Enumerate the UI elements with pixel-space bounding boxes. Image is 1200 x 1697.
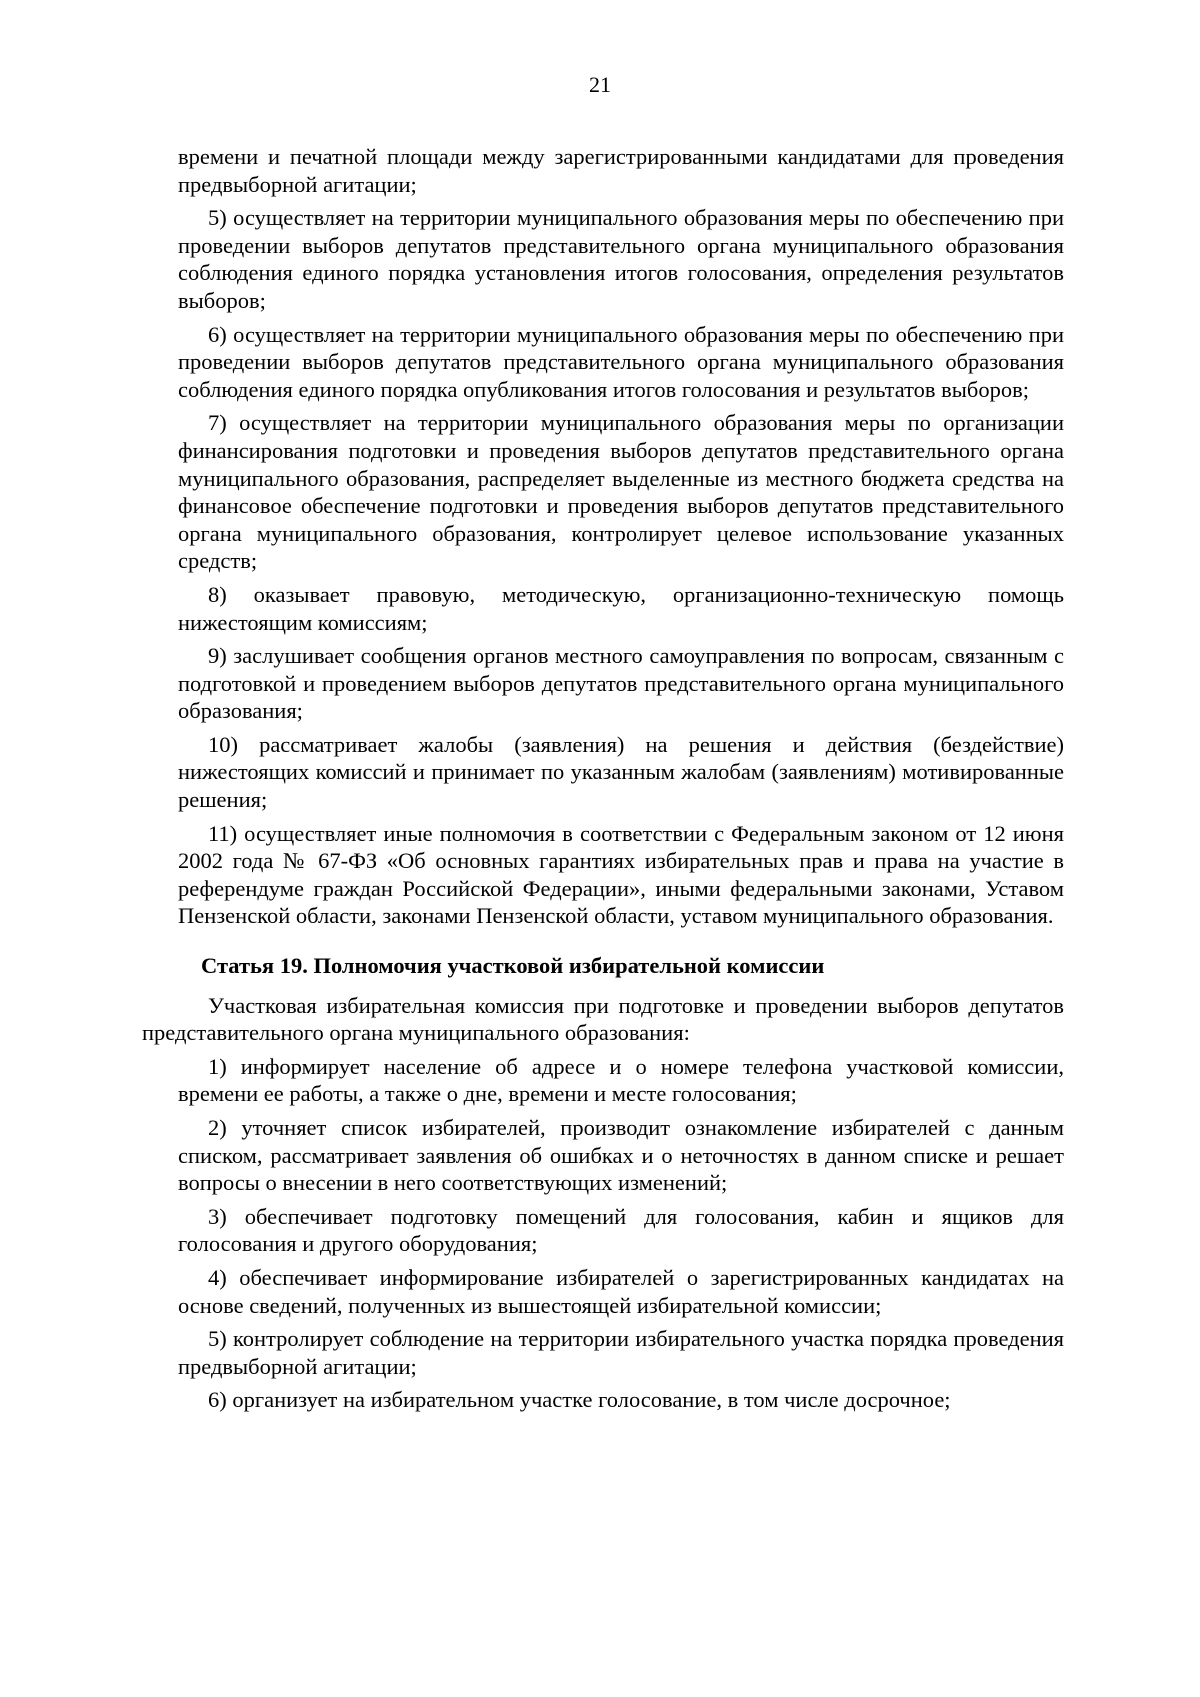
- article-heading: Статья 19. Полномочия участковой избирательной комиссии: [201, 953, 825, 979]
- article-intro: Участковая избирательная комиссия при подготовке и проведении выборов депутатов представительного органа муниципального образования:: [142, 992, 1064, 1046]
- list-item: 5) контролирует соблюдение на территории избирательного участка порядка проведения предвыборной агитации;: [178, 1326, 1064, 1379]
- list-item: 10) рассматривает жалобы (заявления) на решения и действия (бездействие) нижестоящих комиссий и принимает по указанным жалобам (заявлениям) мотивированные решения;: [178, 731, 1064, 813]
- list-item: 7) осуществляет на территории муниципального образования меры по организации финансирования подготовки и проведения выборов депутатов представительного органа муниципального образования, распределяет выделенные из местного бюджета средства на финансовое обеспечение подготовки и проведения выборов депутатов представительного органа муниципального образования, контролирует целевое использование указанных средств;: [178, 410, 1064, 574]
- list-item: 9) заслушивает сообщения органов местного самоуправления по вопросам, связанным с подготовкой и проведением выборов депутатов представительного органа муниципального образования;: [178, 643, 1064, 724]
- list-item: 6) осуществляет на территории муниципального образования меры по обеспечению при проведении выборов депутатов представительного органа муниципального образования соблюдения единого порядка опубликования итогов голосования и результатов выборов;: [178, 321, 1064, 402]
- list-item: 4) обеспечивает информирование избирателей о зарегистрированных кандидатах на основе сведений, полученных из вышестоящей избирательной комиссии;: [178, 1264, 1064, 1318]
- list-item: 8) оказывает правовую, методическую, организационно-техническую помощь нижестоящим комиссиям;: [178, 581, 1064, 635]
- list-item: 5) осуществляет на территории муниципального образования меры по обеспечению при проведении выборов депутатов представительного органа муниципального образования соблюдения единого порядка установления итогов голосования, определения результатов выборов;: [178, 205, 1064, 313]
- page-number: 21: [589, 72, 611, 97]
- list-item: 1) информирует население об адресе и о номере телефона участковой комиссии, времени ее работы, а также о дне, времени и месте голосования;: [178, 1053, 1064, 1107]
- document-body: [142, 143, 1064, 1420]
- paragraph-continuation: времени и печатной площади между зарегистрированными кандидатами для проведения предвыборной агитации;: [178, 144, 1064, 197]
- list-item: 6) организует на избирательном участке голосование, в том числе досрочное;: [208, 1387, 951, 1413]
- list-item: 11) осуществляет иные полномочия в соответствии с Федеральным законом от 12 июня 2002 года № 67-ФЗ «Об основных гарантиях избирательных прав и права на участие в референдуме граждан Российской Федерации», иными федеральными законами, Уставом Пензенской области, законами Пензенской области, уставом муниципального образования.: [178, 820, 1064, 929]
- list-item: 2) уточняет список избирателей, производит ознакомление избирателей с данным списком, рассматривает заявления об ошибках и о неточностях в данном списке и решает вопросы о внесении в него соответствующих изменений;: [178, 1115, 1064, 1196]
- list-item: 3) обеспечивает подготовку помещений для голосования, кабин и ящиков для голосования и другого оборудования;: [178, 1203, 1064, 1257]
